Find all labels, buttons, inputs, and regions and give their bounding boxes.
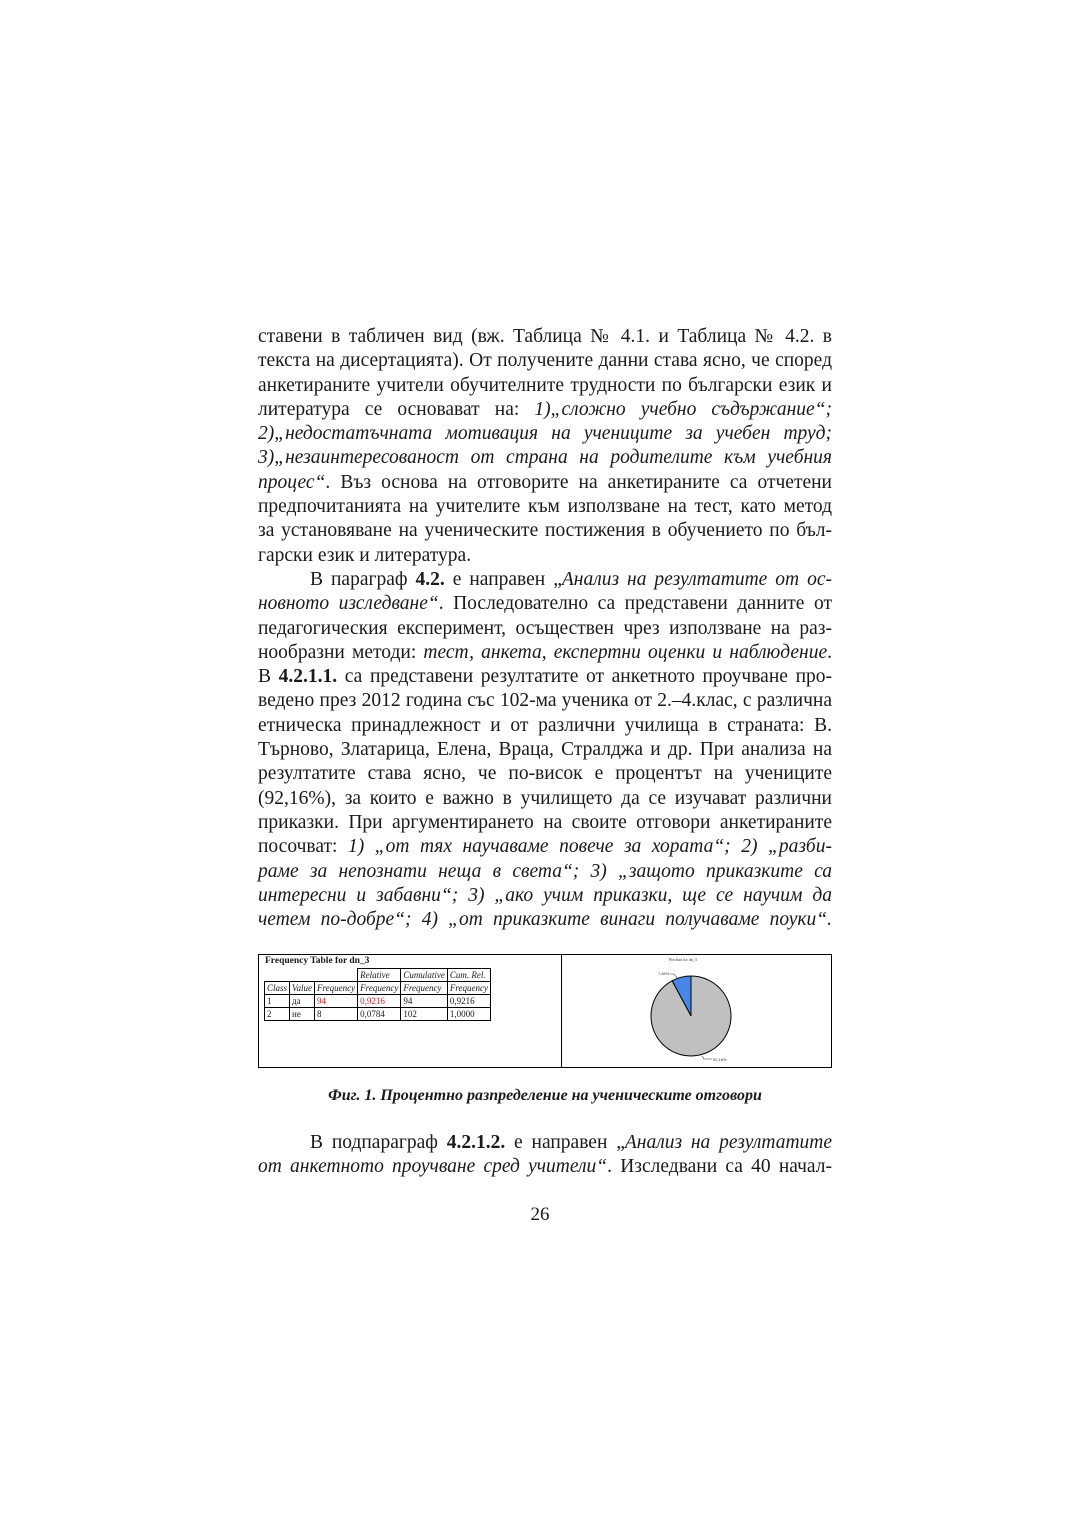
paragraph-3 [258,1131,832,1180]
text-run: посочват: [258,836,348,858]
text-run: . Последователно са представени данните от [438,593,832,615]
table-header-cell [315,969,358,982]
text-run: . Въз основа на отговорите на анкетираните са отчетени [325,471,832,493]
table-cell: 0,0784 [358,1008,401,1021]
text-line [258,495,832,519]
text-line [258,860,832,884]
text-run: резултатите става ясно, че по-висок е процентът на учениците [258,763,832,785]
table-cell: 1,0000 [447,1008,490,1021]
text-line [258,908,832,932]
table-cell: 1 [265,995,290,1008]
table-header-cell [290,969,315,982]
italic-text: тест, анкета, експертни оценки и наблюдение [423,641,828,663]
text-line [258,884,832,908]
pie-label-small: 7,84% [658,971,670,976]
bold-text: 4.2. [415,569,445,590]
text-run: текста на дисертацията). От получените данни става ясно, че според [258,350,832,372]
text-line [258,568,832,592]
text-run: ведено през 2012 година със 102-ма ученика от 2.–4.клас, с различна [258,690,832,712]
text-line [258,325,832,349]
table-header-cell: Relative [358,969,401,982]
table-cell: 0,9216 [358,995,401,1008]
text-run: приказки. При аргументирането на своите отговори анкетираните [258,811,832,833]
text-run: . Изследвани са 40 начал- [607,1156,832,1178]
table-row [265,995,491,1008]
pie-slice [651,976,731,1056]
text-run: гарски език и литература. [258,544,472,566]
table-cell: 8 [315,1008,358,1021]
frequency-table-title: Frequency Table for dn_3 [265,956,370,966]
table-cell: 0,9216 [447,995,490,1008]
text-line [258,349,832,373]
table-cell: 102 [401,1008,448,1021]
figure-caption: Фиг. 1. Процентно разпределение на ученическите отговори [328,1087,762,1104]
text-line [258,835,832,859]
table-cell: 94 [401,995,448,1008]
text-run: литература се основават на: [258,398,535,420]
text-run: педагогическия експеримент, осъществен чрез използване на раз- [258,617,832,639]
text-line [258,446,832,470]
text-line [258,1155,832,1179]
italic-text: 1) „от тях научаваме повече за хората“; 2) „разби- [347,836,832,858]
table-header-cell [265,969,290,982]
text-run: е направен „ [505,1132,625,1153]
table-header-cell: Cum. Rel. [447,969,490,982]
italic-text: Анализ на резултатите [624,1132,833,1153]
table-header-cell: Frequency [358,982,401,995]
table-header-cell: Frequency [401,982,448,995]
text-line [258,689,832,713]
text-run: етническа принадлежност и от различни училища в страната: В. [258,714,832,736]
table-cell: 94 [315,995,358,1008]
page-number: 26 [530,1204,550,1225]
table-header-cell: Frequency [315,982,358,995]
italic-text: процес“ [258,471,326,493]
table-header-row [265,982,491,995]
italic-text: Анализ на резултатите от ос- [561,569,833,590]
italic-text: интересни и забавни“; 3) „ако учим приказки, ще се научим да [258,884,832,906]
text-line [258,1131,832,1155]
text-run: Търново, Златарица, Елена, Враца, Стралджа и др. При анализа на [258,739,832,761]
pie-leader-line [702,1056,712,1059]
figure-1 [258,954,832,1068]
text-line [258,544,832,568]
text-run: са представени резултатите от анкетното проучване про- [337,666,832,688]
table-header-cell: Value [290,982,315,995]
text-line [258,787,832,811]
text-line [258,398,832,422]
table-header-cell: Cumulative [401,969,448,982]
text-run: В [258,666,279,688]
text-run: е направен „ [444,569,562,590]
text-line [258,714,832,738]
table-header-cell: Class [265,982,290,995]
text-run: (92,16%), за които е важно в училището да се изучават различни [258,787,832,809]
pie-chart [562,955,831,1067]
text-run: за установяване на ученическите постижения в обучението по бъл- [258,520,832,542]
italic-text: 2)„недостатъчната мотивация на учениците за учебен труд; [258,423,832,445]
table-cell: 2 [265,1008,290,1021]
text-line [258,811,832,835]
paragraph-2 [258,568,832,932]
table-row [265,1008,491,1021]
bold-text: 4.2.1.1. [278,666,338,688]
text-run: предпочитанията на учителите към използване на тест, като метод [258,496,832,518]
table-cell: не [290,1008,315,1021]
pie-label-large: 92,16% [713,1057,727,1062]
paragraph-1 [258,325,832,568]
text-line [258,592,832,616]
text-run: нообразни методи: [258,641,424,663]
text-run: ставени в табличен вид (вж. Таблица № 4.1. и Таблица № 4.2. в [258,326,832,347]
text-run: . [827,641,833,663]
table-header-row [265,969,491,982]
frequency-table [264,968,491,1021]
text-line [258,422,832,446]
table-cell: да [290,995,315,1008]
bold-text: 4.2.1.2. [446,1132,506,1153]
text-line [258,471,832,495]
table-header-cell: Frequency [447,982,490,995]
italic-text: 3)„незаинтересованост от страна на родителите към учебния [258,447,832,469]
italic-text: 1)„сложно учебно съдържание“; [534,398,832,420]
italic-text: четем по-добре“; 4) „от приказките винаги получаваме поуки“. [258,909,832,931]
italic-text: новното изследване“ [258,593,439,615]
text-line [258,519,832,543]
text-line [258,762,832,786]
text-run: В подпараграф [310,1132,447,1153]
italic-text: раме за непознати неща в света“; 3) „защото приказките са [258,860,832,882]
text-run: анкетираните учители обучителните трудности по български език и [258,374,832,396]
text-line [258,665,832,689]
text-run: В параграф [310,569,416,590]
text-line [258,374,832,398]
text-line [258,617,832,641]
text-line [258,738,832,762]
pie-chart-title: Piechart for dn_3 [669,957,697,962]
text-line [258,641,832,665]
italic-text: от анкетното проучване сред учители“ [258,1156,608,1178]
